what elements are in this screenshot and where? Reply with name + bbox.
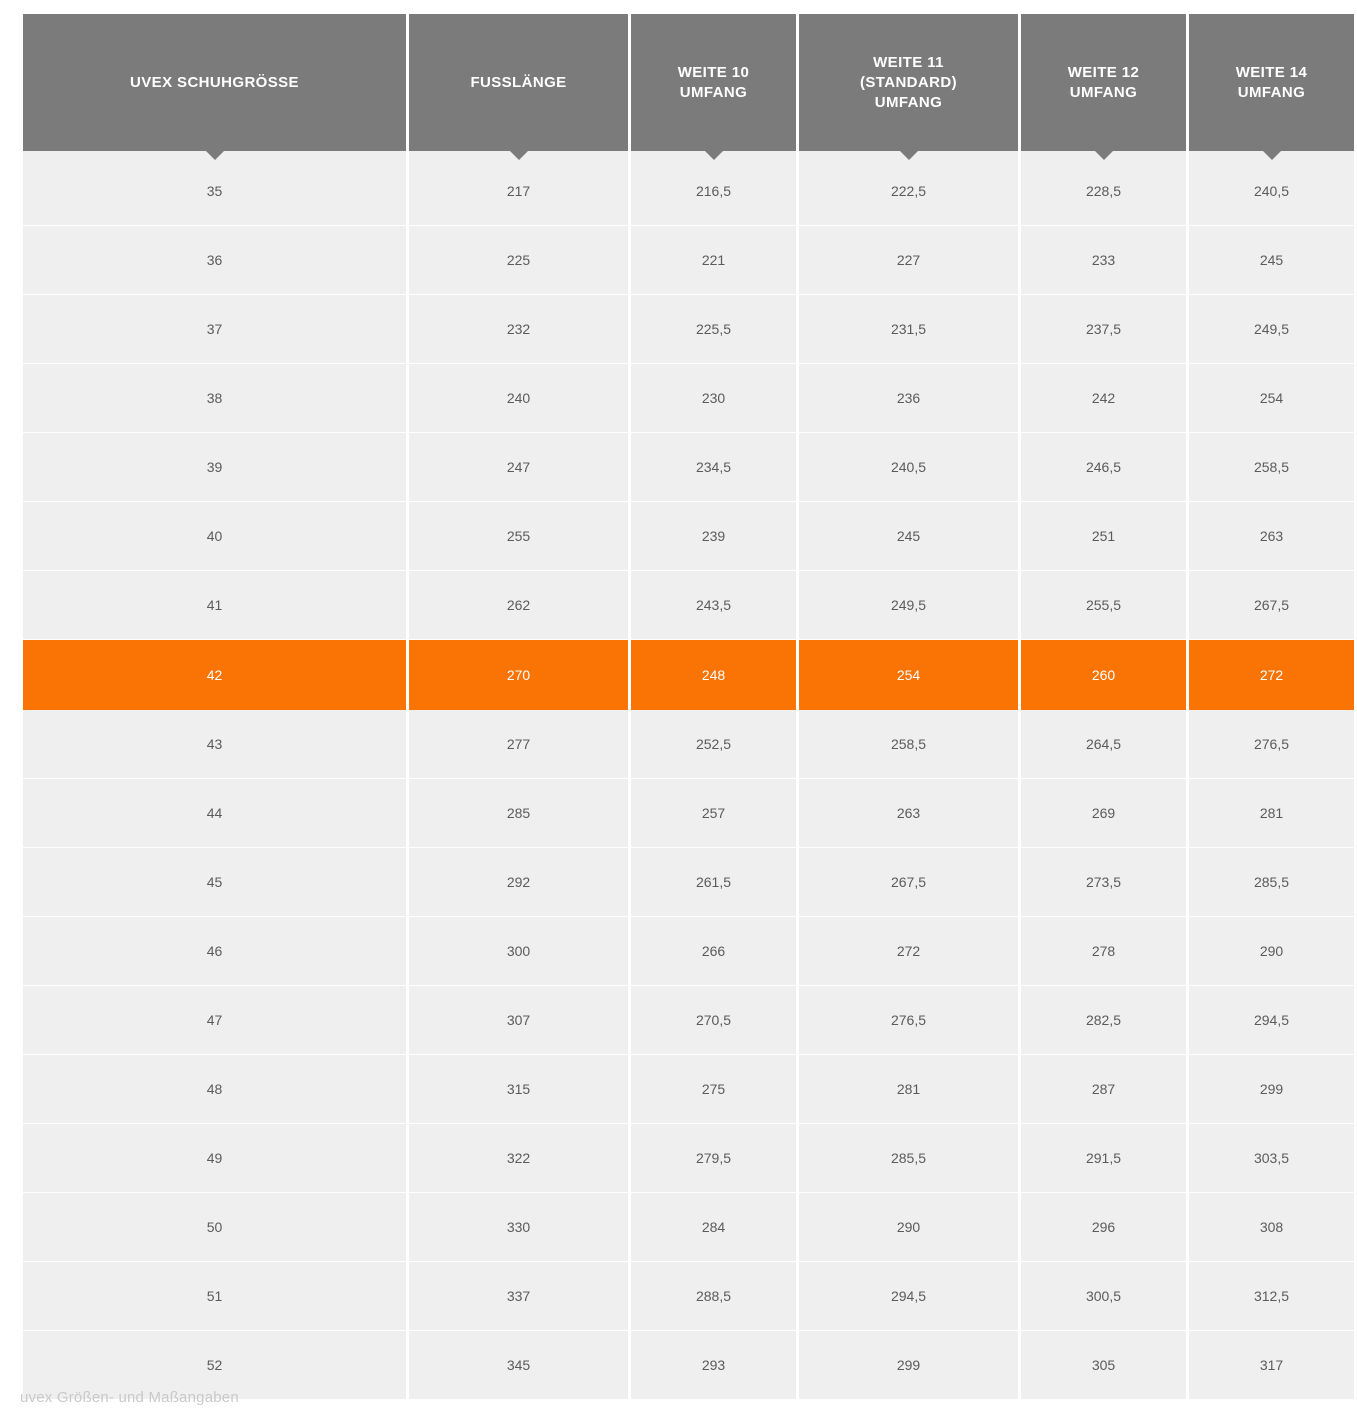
cell-width-12: 305 bbox=[1021, 1331, 1186, 1400]
cell-width-11: 267,5 bbox=[799, 848, 1018, 917]
cell-width-10: 279,5 bbox=[631, 1124, 796, 1193]
column-header-shoe-size-label: UVEX SCHUHGRÖSSE bbox=[130, 73, 299, 91]
cell-foot-length: 307 bbox=[409, 986, 628, 1055]
cell-shoe-size: 51 bbox=[23, 1262, 406, 1331]
cell-width-12: 255,5 bbox=[1021, 571, 1186, 640]
cell-width-12: 228,5 bbox=[1021, 151, 1186, 226]
column-header-width-14-line1: WEITE 14 bbox=[1235, 63, 1308, 81]
cell-width-14: 272 bbox=[1189, 640, 1354, 710]
cell-foot-length: 345 bbox=[409, 1331, 628, 1400]
cell-foot-length: 225 bbox=[409, 226, 628, 295]
cell-width-14: 254 bbox=[1189, 364, 1354, 433]
cell-width-14: 249,5 bbox=[1189, 295, 1354, 364]
cell-width-10: 293 bbox=[631, 1331, 796, 1400]
cell-shoe-size: 43 bbox=[23, 710, 406, 779]
cell-width-14: 258,5 bbox=[1189, 433, 1354, 502]
cell-width-12: 242 bbox=[1021, 364, 1186, 433]
table-row[interactable] bbox=[23, 433, 1354, 502]
cell-width-12: 278 bbox=[1021, 917, 1186, 986]
column-header-width-12-line1: WEITE 12 bbox=[1067, 63, 1140, 81]
cell-shoe-size: 39 bbox=[23, 433, 406, 502]
cell-width-11: 245 bbox=[799, 502, 1018, 571]
cell-width-12: 251 bbox=[1021, 502, 1186, 571]
cell-foot-length: 337 bbox=[409, 1262, 628, 1331]
cell-width-14: 317 bbox=[1189, 1331, 1354, 1400]
chart-caption: uvex Größen- und Maßangaben bbox=[20, 1389, 239, 1406]
cell-width-10: 234,5 bbox=[631, 433, 796, 502]
triangle-down-icon bbox=[1262, 150, 1282, 160]
cell-shoe-size: 40 bbox=[23, 502, 406, 571]
cell-width-14: 303,5 bbox=[1189, 1124, 1354, 1193]
cell-width-11: 240,5 bbox=[799, 433, 1018, 502]
cell-foot-length: 277 bbox=[409, 710, 628, 779]
cell-shoe-size: 45 bbox=[23, 848, 406, 917]
table-row[interactable] bbox=[23, 1193, 1354, 1262]
cell-width-12: 287 bbox=[1021, 1055, 1186, 1124]
cell-shoe-size: 36 bbox=[23, 226, 406, 295]
cell-foot-length: 285 bbox=[409, 779, 628, 848]
cell-shoe-size: 52 bbox=[23, 1331, 406, 1400]
cell-width-14: 281 bbox=[1189, 779, 1354, 848]
cell-shoe-size: 46 bbox=[23, 917, 406, 986]
cell-width-11: 263 bbox=[799, 779, 1018, 848]
cell-foot-length: 315 bbox=[409, 1055, 628, 1124]
cell-foot-length: 247 bbox=[409, 433, 628, 502]
cell-width-10: 261,5 bbox=[631, 848, 796, 917]
table-row[interactable] bbox=[23, 571, 1354, 640]
cell-width-12: 264,5 bbox=[1021, 710, 1186, 779]
cell-shoe-size: 50 bbox=[23, 1193, 406, 1262]
table-row[interactable] bbox=[23, 364, 1354, 433]
table-row[interactable] bbox=[23, 710, 1354, 779]
cell-foot-length: 330 bbox=[409, 1193, 628, 1262]
cell-shoe-size: 44 bbox=[23, 779, 406, 848]
table-row[interactable] bbox=[23, 502, 1354, 571]
cell-width-11: 222,5 bbox=[799, 151, 1018, 226]
cell-foot-length: 270 bbox=[409, 640, 628, 710]
triangle-down-icon bbox=[704, 150, 724, 160]
cell-width-12: 269 bbox=[1021, 779, 1186, 848]
cell-width-12: 237,5 bbox=[1021, 295, 1186, 364]
cell-width-14: 312,5 bbox=[1189, 1262, 1354, 1331]
cell-width-12: 260 bbox=[1021, 640, 1186, 710]
cell-shoe-size: 42 bbox=[23, 640, 406, 710]
cell-foot-length: 240 bbox=[409, 364, 628, 433]
cell-width-11: 299 bbox=[799, 1331, 1018, 1400]
cell-foot-length: 217 bbox=[409, 151, 628, 226]
cell-width-10: 248 bbox=[631, 640, 796, 710]
cell-foot-length: 322 bbox=[409, 1124, 628, 1193]
cell-width-11: 285,5 bbox=[799, 1124, 1018, 1193]
column-header-width-12 bbox=[1021, 14, 1186, 151]
cell-foot-length: 262 bbox=[409, 571, 628, 640]
column-header-width-11-line2: (STANDARD) bbox=[859, 73, 958, 91]
table-row[interactable] bbox=[23, 640, 1354, 710]
shoe-size-table bbox=[20, 14, 1357, 1400]
column-header-width-14-line2: UMFANG bbox=[1237, 83, 1306, 101]
table-header bbox=[23, 14, 1354, 151]
cell-width-11: 231,5 bbox=[799, 295, 1018, 364]
cell-foot-length: 255 bbox=[409, 502, 628, 571]
cell-width-12: 282,5 bbox=[1021, 986, 1186, 1055]
table-body bbox=[23, 151, 1354, 1400]
cell-width-12: 273,5 bbox=[1021, 848, 1186, 917]
column-header-width-10-line1: WEITE 10 bbox=[677, 63, 750, 81]
column-header-width-14 bbox=[1189, 14, 1354, 151]
cell-width-11: 236 bbox=[799, 364, 1018, 433]
cell-width-14: 267,5 bbox=[1189, 571, 1354, 640]
cell-width-14: 299 bbox=[1189, 1055, 1354, 1124]
column-header-shoe-size bbox=[23, 14, 406, 151]
cell-width-11: 276,5 bbox=[799, 986, 1018, 1055]
cell-width-12: 296 bbox=[1021, 1193, 1186, 1262]
cell-foot-length: 292 bbox=[409, 848, 628, 917]
table-row[interactable] bbox=[23, 848, 1354, 917]
table-header-row bbox=[23, 14, 1354, 151]
cell-width-11: 294,5 bbox=[799, 1262, 1018, 1331]
cell-width-11: 227 bbox=[799, 226, 1018, 295]
triangle-down-icon bbox=[509, 150, 529, 160]
cell-width-10: 288,5 bbox=[631, 1262, 796, 1331]
cell-width-12: 300,5 bbox=[1021, 1262, 1186, 1331]
cell-width-10: 270,5 bbox=[631, 986, 796, 1055]
cell-shoe-size: 41 bbox=[23, 571, 406, 640]
cell-shoe-size: 49 bbox=[23, 1124, 406, 1193]
triangle-down-icon bbox=[205, 150, 225, 160]
cell-width-10: 275 bbox=[631, 1055, 796, 1124]
cell-width-12: 233 bbox=[1021, 226, 1186, 295]
cell-width-14: 308 bbox=[1189, 1193, 1354, 1262]
cell-width-14: 290 bbox=[1189, 917, 1354, 986]
cell-width-14: 245 bbox=[1189, 226, 1354, 295]
cell-width-14: 263 bbox=[1189, 502, 1354, 571]
table-row[interactable] bbox=[23, 1262, 1354, 1331]
cell-width-12: 291,5 bbox=[1021, 1124, 1186, 1193]
cell-width-11: 254 bbox=[799, 640, 1018, 710]
cell-width-11: 258,5 bbox=[799, 710, 1018, 779]
cell-shoe-size: 37 bbox=[23, 295, 406, 364]
cell-width-10: 257 bbox=[631, 779, 796, 848]
cell-width-14: 240,5 bbox=[1189, 151, 1354, 226]
cell-foot-length: 300 bbox=[409, 917, 628, 986]
table-row[interactable] bbox=[23, 151, 1354, 226]
cell-shoe-size: 47 bbox=[23, 986, 406, 1055]
column-header-width-12-line2: UMFANG bbox=[1069, 83, 1138, 101]
column-header-foot-length bbox=[409, 14, 628, 151]
cell-width-11: 290 bbox=[799, 1193, 1018, 1262]
cell-width-14: 285,5 bbox=[1189, 848, 1354, 917]
column-header-foot-length-label: FUSSLÄNGE bbox=[470, 73, 567, 91]
cell-width-14: 294,5 bbox=[1189, 986, 1354, 1055]
triangle-down-icon bbox=[899, 150, 919, 160]
table-row[interactable] bbox=[23, 1055, 1354, 1124]
cell-width-12: 246,5 bbox=[1021, 433, 1186, 502]
cell-width-10: 225,5 bbox=[631, 295, 796, 364]
table-row[interactable] bbox=[23, 986, 1354, 1055]
cell-width-11: 249,5 bbox=[799, 571, 1018, 640]
cell-width-11: 281 bbox=[799, 1055, 1018, 1124]
cell-width-10: 266 bbox=[631, 917, 796, 986]
table-row[interactable] bbox=[23, 1124, 1354, 1193]
table-row[interactable] bbox=[23, 917, 1354, 986]
column-header-width-10-line2: UMFANG bbox=[679, 83, 748, 101]
cell-shoe-size: 35 bbox=[23, 151, 406, 226]
cell-width-10: 252,5 bbox=[631, 710, 796, 779]
column-header-width-11-line1: WEITE 11 bbox=[873, 53, 944, 71]
cell-width-14: 276,5 bbox=[1189, 710, 1354, 779]
cell-width-10: 284 bbox=[631, 1193, 796, 1262]
cell-shoe-size: 38 bbox=[23, 364, 406, 433]
cell-width-10: 221 bbox=[631, 226, 796, 295]
table-row[interactable] bbox=[23, 779, 1354, 848]
cell-width-11: 272 bbox=[799, 917, 1018, 986]
triangle-down-icon bbox=[1094, 150, 1114, 160]
cell-shoe-size: 48 bbox=[23, 1055, 406, 1124]
cell-width-10: 239 bbox=[631, 502, 796, 571]
column-header-width-11 bbox=[799, 14, 1018, 151]
cell-width-10: 216,5 bbox=[631, 151, 796, 226]
column-header-width-10 bbox=[631, 14, 796, 151]
cell-width-10: 243,5 bbox=[631, 571, 796, 640]
table-row[interactable] bbox=[23, 226, 1354, 295]
column-header-width-11-line3: UMFANG bbox=[874, 93, 943, 111]
cell-width-10: 230 bbox=[631, 364, 796, 433]
cell-foot-length: 232 bbox=[409, 295, 628, 364]
table-row[interactable] bbox=[23, 295, 1354, 364]
